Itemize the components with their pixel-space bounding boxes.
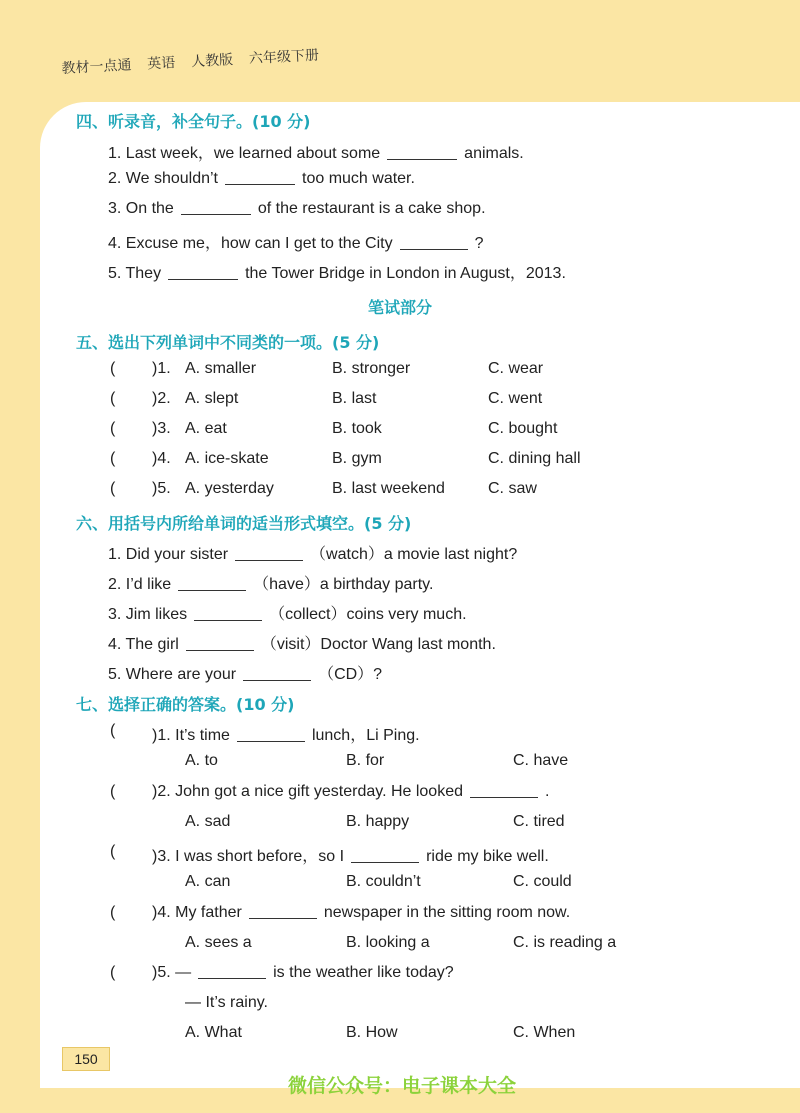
section-4-title: 四、听录音，补全句子。(10 分) xyxy=(76,112,311,131)
option-a: A. can xyxy=(185,873,231,890)
sec6-item-3: 3. Jim likes （collect）coins very much. xyxy=(108,606,467,623)
sec7-q1: )1. It’s time lunch，Li Ping. xyxy=(152,727,420,744)
sec6-item-2: 2. I’d like （have）a birthday party. xyxy=(108,576,434,593)
option-b: B. How xyxy=(346,1024,398,1041)
answer-blank[interactable] xyxy=(351,862,419,863)
section-5-title: 五、选出下列单词中不同类的一项。(5 分) xyxy=(76,333,380,352)
option-b: B. for xyxy=(346,752,385,769)
option-c: C. could xyxy=(513,873,572,890)
page-number: 150 xyxy=(62,1047,110,1071)
answer-blank[interactable] xyxy=(181,214,251,215)
option-a: A. slept xyxy=(185,390,239,407)
option-c: C. went xyxy=(488,390,543,407)
sec4-item-5: 5. They the Tower Bridge in London in August，2013. xyxy=(108,265,566,282)
sec7-bracket[interactable]: ( xyxy=(110,843,116,860)
sec7-q5-reply: — It’s rainy. xyxy=(185,994,268,1011)
answer-blank[interactable] xyxy=(237,741,305,742)
answer-blank[interactable] xyxy=(186,650,254,651)
option-a: A. smaller xyxy=(185,360,257,377)
sec7-bracket[interactable]: ( xyxy=(110,722,116,739)
sec7-q4: )4. My father newspaper in the sitting room now. xyxy=(152,904,571,921)
sec7-bracket[interactable]: ( xyxy=(110,783,116,800)
option-a: A. What xyxy=(185,1024,242,1041)
option-a: A. ice-skate xyxy=(185,450,269,467)
header-book: 教材一点通 xyxy=(61,56,132,77)
answer-blank[interactable] xyxy=(243,680,311,681)
sec7-bracket[interactable]: ( xyxy=(110,964,116,981)
option-a: A. yesterday xyxy=(185,480,274,497)
sec5-bracket[interactable]: ( xyxy=(110,480,116,497)
written-part-title: 笔试部分 xyxy=(368,298,433,317)
answer-blank[interactable] xyxy=(178,590,246,591)
sec5-bracket[interactable]: ( xyxy=(110,360,116,377)
header-edition: 人教版 xyxy=(190,51,234,70)
option-a: A. eat xyxy=(185,420,227,437)
sec7-bracket[interactable]: ( xyxy=(110,904,116,921)
sec7-q3: )3. I was short before，so I ride my bike well. xyxy=(152,848,549,865)
option-c: C. is reading a xyxy=(513,934,617,951)
option-c: C. bought xyxy=(488,420,558,437)
sec4-item-2: 2. We shouldn’t too much water. xyxy=(108,170,415,187)
sec7-q2: )2. John got a nice gift yesterday. He looked . xyxy=(152,783,550,800)
sec6-item-4: 4. The girl （visit）Doctor Wang last month. xyxy=(108,636,496,653)
option-a: A. sees a xyxy=(185,934,252,951)
option-b: B. couldn’t xyxy=(346,873,421,890)
answer-blank[interactable] xyxy=(168,279,238,280)
option-c: C. When xyxy=(513,1024,576,1041)
option-b: B. last xyxy=(332,390,377,407)
answer-blank[interactable] xyxy=(198,978,266,979)
option-b: B. last weekend xyxy=(332,480,445,497)
option-a: A. to xyxy=(185,752,218,769)
header-subject: 英语 xyxy=(146,54,176,72)
answer-blank[interactable] xyxy=(400,249,468,250)
option-c: C. saw xyxy=(488,480,537,497)
answer-blank[interactable] xyxy=(470,797,538,798)
option-c: C. dining hall xyxy=(488,450,581,467)
answer-blank[interactable] xyxy=(387,159,457,160)
option-c: C. wear xyxy=(488,360,544,377)
footer-watermark: 微信公众号：电子课本大全 xyxy=(288,1075,517,1097)
section-7-title: 七、选择正确的答案。(10 分) xyxy=(76,695,295,714)
sec6-item-1: 1. Did your sister （watch）a movie last night? xyxy=(108,546,518,563)
answer-blank[interactable] xyxy=(194,620,262,621)
option-c: C. have xyxy=(513,752,569,769)
sec7-q5: )5. — is the weather like today? xyxy=(152,964,454,981)
sec4-item-3: 3. On the of the restaurant is a cake shop. xyxy=(108,200,486,217)
sec5-bracket[interactable]: ( xyxy=(110,420,116,437)
option-b: B. took xyxy=(332,420,382,437)
page-header xyxy=(61,44,331,78)
answer-blank[interactable] xyxy=(225,184,295,185)
option-b: B. looking a xyxy=(346,934,430,951)
answer-blank[interactable] xyxy=(249,918,317,919)
header-grade: 六年级下册 xyxy=(248,46,320,67)
option-b: B. gym xyxy=(332,450,382,467)
option-b: B. stronger xyxy=(332,360,411,377)
sec4-item-4: 4. Excuse me，how can I get to the City ? xyxy=(108,235,484,252)
section-6-title: 六、用括号内所给单词的适当形式填空。(5 分) xyxy=(76,514,412,533)
option-a: A. sad xyxy=(185,813,231,830)
answer-blank[interactable] xyxy=(235,560,303,561)
option-b: B. happy xyxy=(346,813,410,830)
sec6-item-5: 5. Where are your （CD）? xyxy=(108,666,383,683)
option-c: C. tired xyxy=(513,813,565,830)
sec4-item-1: 1. Last week，we learned about some animals. xyxy=(108,145,524,162)
sec5-bracket[interactable]: ( xyxy=(110,390,116,407)
sec5-bracket[interactable]: ( xyxy=(110,450,116,467)
